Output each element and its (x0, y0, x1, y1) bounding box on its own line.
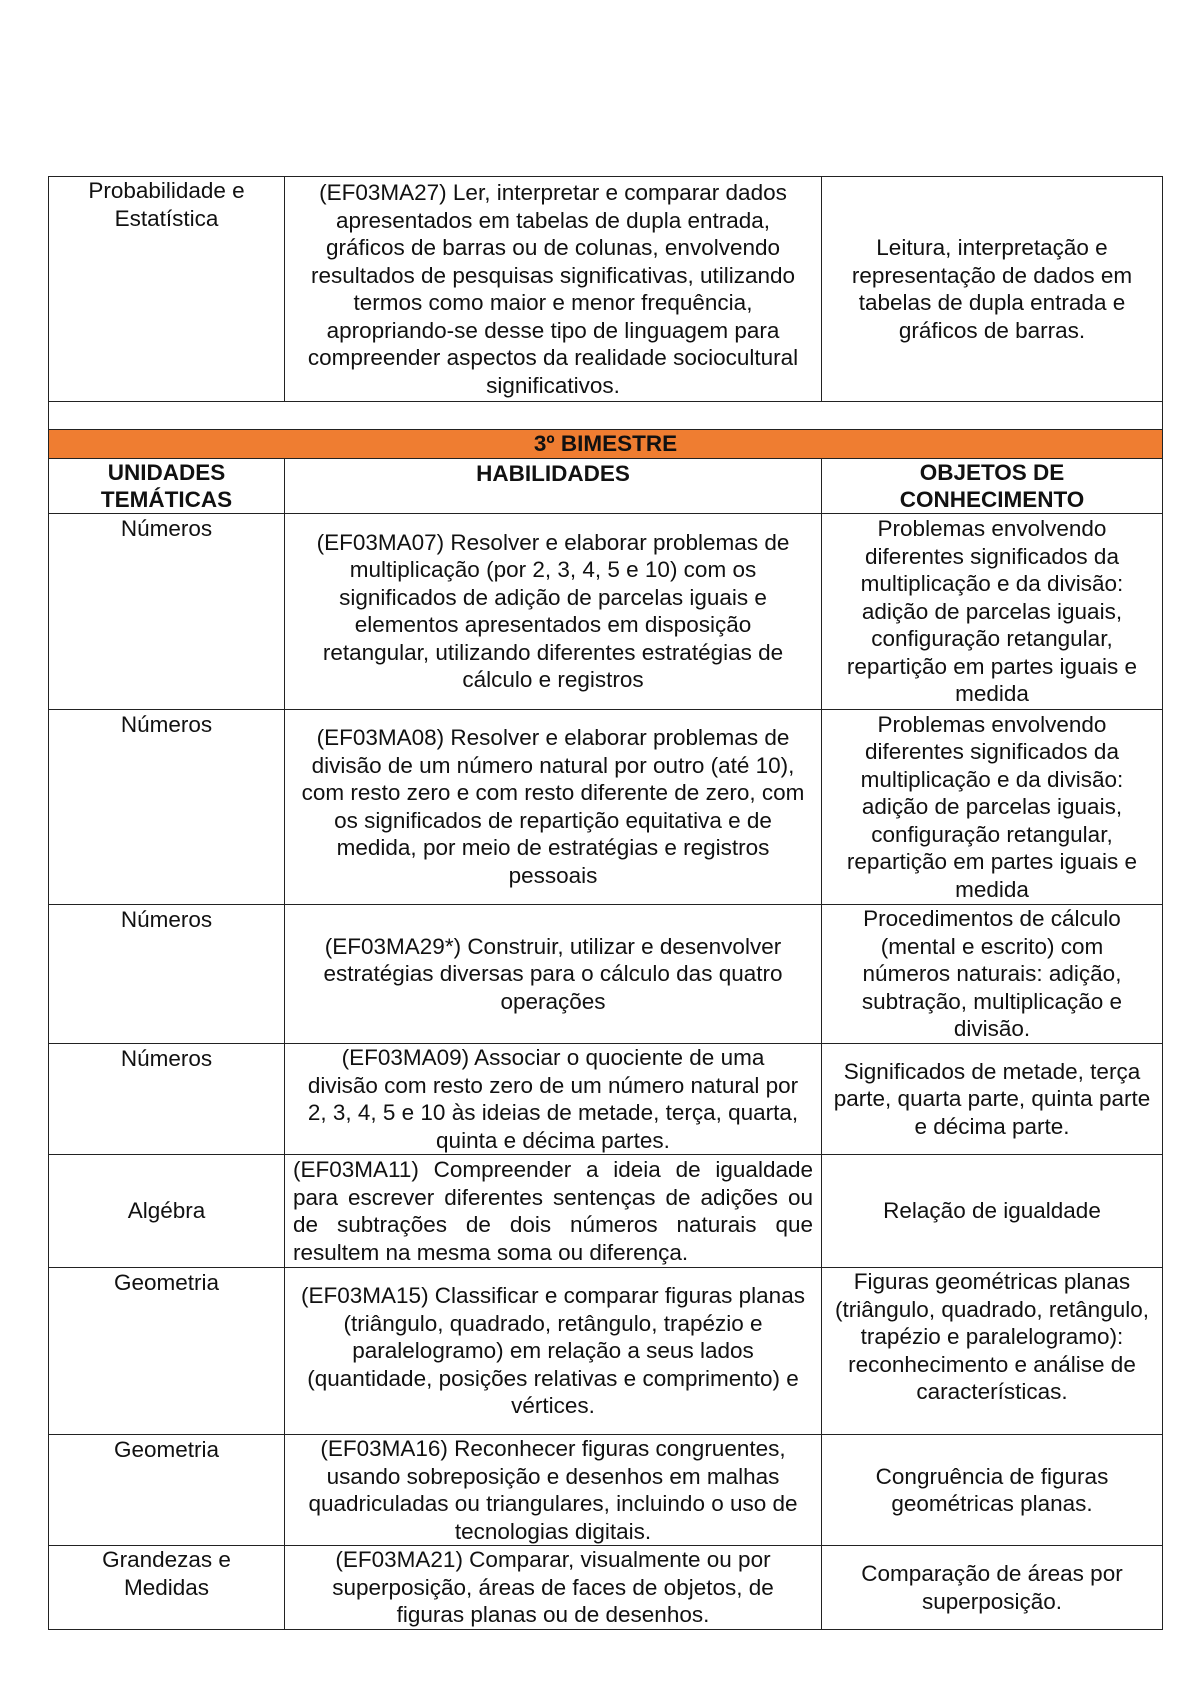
skill-cell: (EF03MA21) Comparar, visualmente ou por superposição, áreas de faces de objetos, de figuras planas ou de desenhos. (285, 1546, 822, 1630)
object-cell: Problemas envolvendo diferentes significados da multiplicação e da divisão: adição de parcelas iguais, configuração retangular, repartição em partes iguais e medida (822, 514, 1163, 710)
unit-cell: Números (49, 905, 285, 1044)
column-header-row (49, 459, 1163, 514)
table-row (49, 514, 1163, 710)
skill-cell: (EF03MA07) Resolver e elaborar problemas de multiplicação (por 2, 3, 4, 5 e 10) com os significados de adição de parcelas iguais e elementos apresentados em disposição retangular, utilizando diferentes estratégias de cálculo e registros (285, 514, 822, 710)
unit-cell: Geometria (49, 1435, 285, 1546)
unit-cell: Algébra (49, 1155, 285, 1268)
object-cell: Procedimentos de cálculo (mental e escrito) com números naturais: adição, subtração, multiplicação e divisão. (822, 905, 1163, 1044)
unit-cell: Grandezas e Medidas (49, 1546, 285, 1630)
object-cell: Significados de metade, terça parte, quarta parte, quinta parte e décima parte. (822, 1044, 1163, 1155)
table-row (49, 905, 1163, 1044)
table-row (49, 1546, 1163, 1630)
unit-cell: Números (49, 1044, 285, 1155)
object-cell: Comparação de áreas por superposição. (822, 1546, 1163, 1630)
skill-cell: (EF03MA15) Classificar e comparar figuras planas (triângulo, quadrado, retângulo, trapézio e paralelogramo) em relação a seus lados (quantidade, posições relativas e comprimento) e vértices. (285, 1268, 822, 1435)
table-row (49, 1435, 1163, 1546)
object-cell: Relação de igualdade (822, 1155, 1163, 1268)
curriculum-document (48, 176, 1162, 1630)
header-objects: OBJETOS DE CONHECIMENTO (822, 459, 1163, 514)
unit-cell: Números (49, 514, 285, 710)
unit-cell: Probabilidade e Estatística (49, 177, 285, 402)
spacer-row (49, 402, 1163, 430)
skill-cell: (EF03MA08) Resolver e elaborar problemas de divisão de um número natural por outro (até 10), com resto zero e com resto diferente de zero, com os significados de repartição equitativa e de medida, por meio de estratégias e registros pessoais (285, 709, 822, 905)
skill-cell: (EF03MA11) Compreender a ideia de igualdade para escrever diferentes sentenças de adições ou de subtrações de dois números naturais que resultem na mesma soma ou diferença. (285, 1155, 822, 1268)
header-skills: HABILIDADES (285, 459, 822, 514)
skill-cell: (EF03MA29*) Construir, utilizar e desenvolver estratégias diversas para o cálculo das quatro operações (285, 905, 822, 1044)
table-row (49, 709, 1163, 905)
table-row (49, 1268, 1163, 1435)
table-row (49, 177, 1163, 402)
object-cell: Problemas envolvendo diferentes significados da multiplicação e da divisão: adição de parcelas iguais, configuração retangular, repartição em partes iguais e medida (822, 709, 1163, 905)
section-title: 3º BIMESTRE (49, 430, 1163, 459)
table-row (49, 1044, 1163, 1155)
curriculum-table (48, 176, 1163, 1630)
section-header-row (49, 430, 1163, 459)
object-cell: Congruência de figuras geométricas planas. (822, 1435, 1163, 1546)
skill-cell: (EF03MA09) Associar o quociente de uma divisão com resto zero de um número natural por 2, 3, 4, 5 e 10 às ideias de metade, terça, quarta, quinta e décima partes. (285, 1044, 822, 1155)
table-row (49, 1155, 1163, 1268)
skill-cell: (EF03MA16) Reconhecer figuras congruentes, usando sobreposição e desenhos em malhas quadriculadas ou triangulares, incluindo o uso de tecnologias digitais. (285, 1435, 822, 1546)
header-units: UNIDADES TEMÁTICAS (49, 459, 285, 514)
object-cell: Figuras geométricas planas (triângulo, quadrado, retângulo, trapézio e paralelogramo): reconhecimento e análise de características. (822, 1268, 1163, 1435)
spacer-cell (49, 402, 1163, 430)
unit-cell: Geometria (49, 1268, 285, 1435)
skill-cell: (EF03MA27) Ler, interpretar e comparar dados apresentados em tabelas de dupla entrada, gráficos de barras ou de colunas, envolvendo resultados de pesquisas significativas, utilizando termos como maior e menor frequência, apropriando-se desse tipo de linguagem para compreender aspectos da realidade sociocultural significativos. (285, 177, 822, 402)
unit-cell: Números (49, 709, 285, 905)
object-cell: Leitura, interpretação e representação de dados em tabelas de dupla entrada e gráficos de barras. (822, 177, 1163, 402)
